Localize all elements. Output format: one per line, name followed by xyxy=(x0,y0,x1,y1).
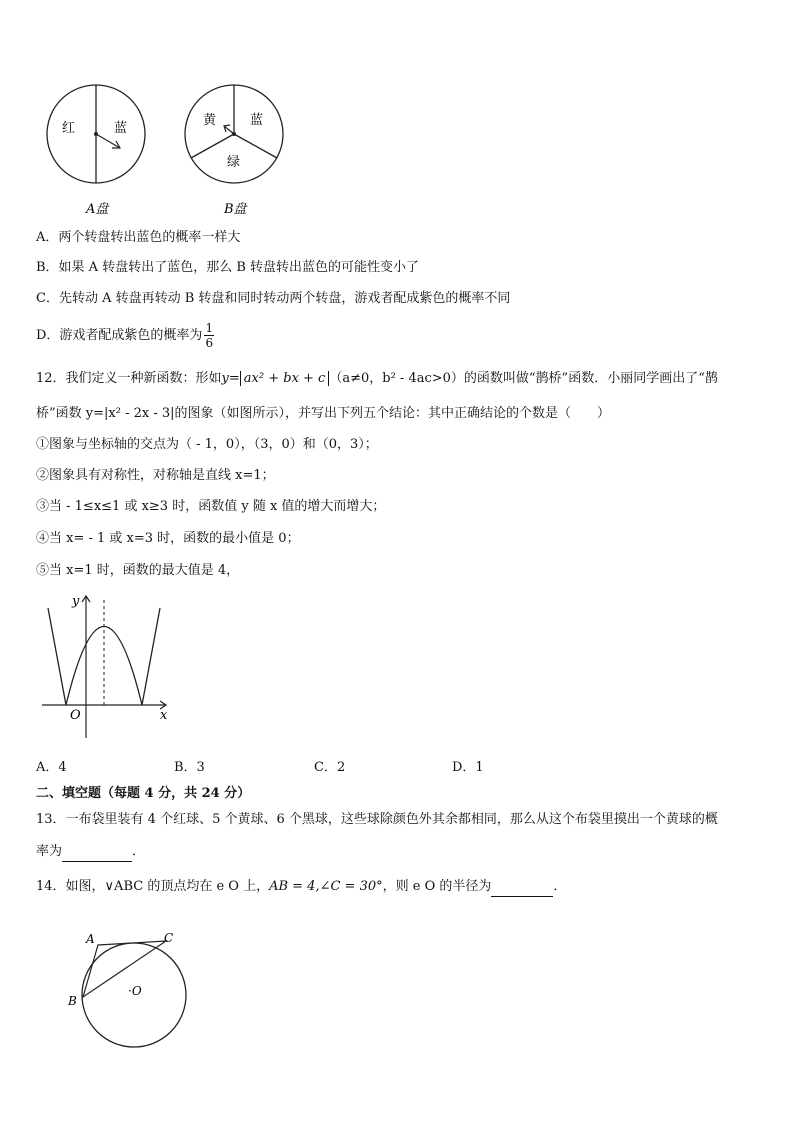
q11-option-c: C．先转动 A 转盘再转动 B 转盘和同时转动两个转盘，游戏者配成紫色的概率不同 xyxy=(36,291,511,306)
spinner-a-blue-label: 蓝 xyxy=(114,121,128,136)
spinner-b-yellow-label: 黄 xyxy=(203,113,217,128)
q14-math: AB = 4,∠C = 30° xyxy=(269,879,383,894)
q13-prefix: 率为 xyxy=(36,844,63,859)
q12-intro: 12．我们定义一种新函数：形如 xyxy=(36,371,222,386)
q12-statement-3: ③当 - 1≤x≤1 或 x≥3 时，函数值 y 随 x 值的增大而增大； xyxy=(36,499,386,514)
q14-text-b: ，则 e O 的半径为 xyxy=(382,879,492,894)
q12-y-eq: y= xyxy=(221,371,240,386)
point-a-label: A xyxy=(86,932,95,946)
fraction-one-sixth xyxy=(204,321,214,350)
graph-y-label: y xyxy=(72,594,80,609)
q11-option-d xyxy=(36,321,216,350)
q12-choice-c: C．2 xyxy=(314,760,346,775)
q13-line-2 xyxy=(36,843,145,862)
q12-statement-5: ⑤当 x=1 时，函数的最大值是 4， xyxy=(36,563,240,578)
q14-end: ． xyxy=(553,879,567,894)
point-b-label: B xyxy=(68,994,77,1008)
q14-text-a: 14．如图，∨ABC 的顶点均在 e O 上， xyxy=(36,879,270,894)
q12-statement-4: ④当 x= - 1 或 x=3 时，函数的最小值是 0； xyxy=(36,531,300,546)
fraction-denominator: 6 xyxy=(205,336,214,350)
q12-function-graph xyxy=(38,588,178,743)
q12-line-1 xyxy=(36,370,718,388)
spinner-a-figure xyxy=(40,82,160,222)
q12-condition: （a≠0，b² - 4ac>0）的函数叫做“鹊桥”函数．小丽同学画出了“鹊 xyxy=(329,371,718,386)
fraction-numerator: 1 xyxy=(205,321,214,335)
point-c-label: C xyxy=(164,931,174,945)
q12-abs-expression: ax² + bx + c xyxy=(240,371,330,386)
q14-answer-blank[interactable] xyxy=(491,878,553,897)
q14-circle-figure xyxy=(62,925,202,1075)
q13-end: ． xyxy=(132,844,146,859)
center-o-label: ·O xyxy=(128,984,142,998)
spinner-a-caption: A盘 xyxy=(86,202,109,217)
q13-answer-blank[interactable] xyxy=(62,843,132,862)
q11-option-d-text: D．游戏者配成紫色的概率为 xyxy=(36,328,203,343)
q12-statement-2: ②图象具有对称性，对称轴是直线 x=1； xyxy=(36,468,275,483)
graph-origin-label: O xyxy=(70,708,81,723)
graph-x-label: x xyxy=(160,708,168,723)
q12-choice-b: B．3 xyxy=(174,760,205,775)
q14-line xyxy=(36,878,566,897)
spinner-b-blue-label: 蓝 xyxy=(250,113,264,128)
q12-line-2: 桥”函数 y=|x² - 2x - 3|的图象（如图所示），并写出下列五个结论：其中正确结论的个数是（ ） xyxy=(36,406,611,421)
spinner-b-figure xyxy=(178,82,298,222)
spinner-b-green-label: 绿 xyxy=(227,155,241,170)
section-title: 二、填空题（每题 4 分，共 24 分） xyxy=(36,786,251,801)
spinner-b-caption: B盘 xyxy=(224,202,247,217)
q11-option-a: A．两个转盘转出蓝色的概率一样大 xyxy=(36,230,241,245)
q12-statement-1: ①图象与坐标轴的交点为（ - 1，0），（3，0）和（0，3）； xyxy=(36,437,378,452)
q11-option-b: B．如果 A 转盘转出了蓝色，那么 B 转盘转出蓝色的可能性变小了 xyxy=(36,260,420,275)
q12-choice-d: D．1 xyxy=(452,760,484,775)
spinner-a-red-label: 红 xyxy=(62,121,76,136)
q13-line-1: 13．一布袋里装有 4 个红球、5 个黄球、6 个黑球，这些球除颜色外其余都相同，那么从这个布袋里摸出一个黄球的概 xyxy=(36,812,718,827)
q12-choice-a: A．4 xyxy=(36,760,67,775)
